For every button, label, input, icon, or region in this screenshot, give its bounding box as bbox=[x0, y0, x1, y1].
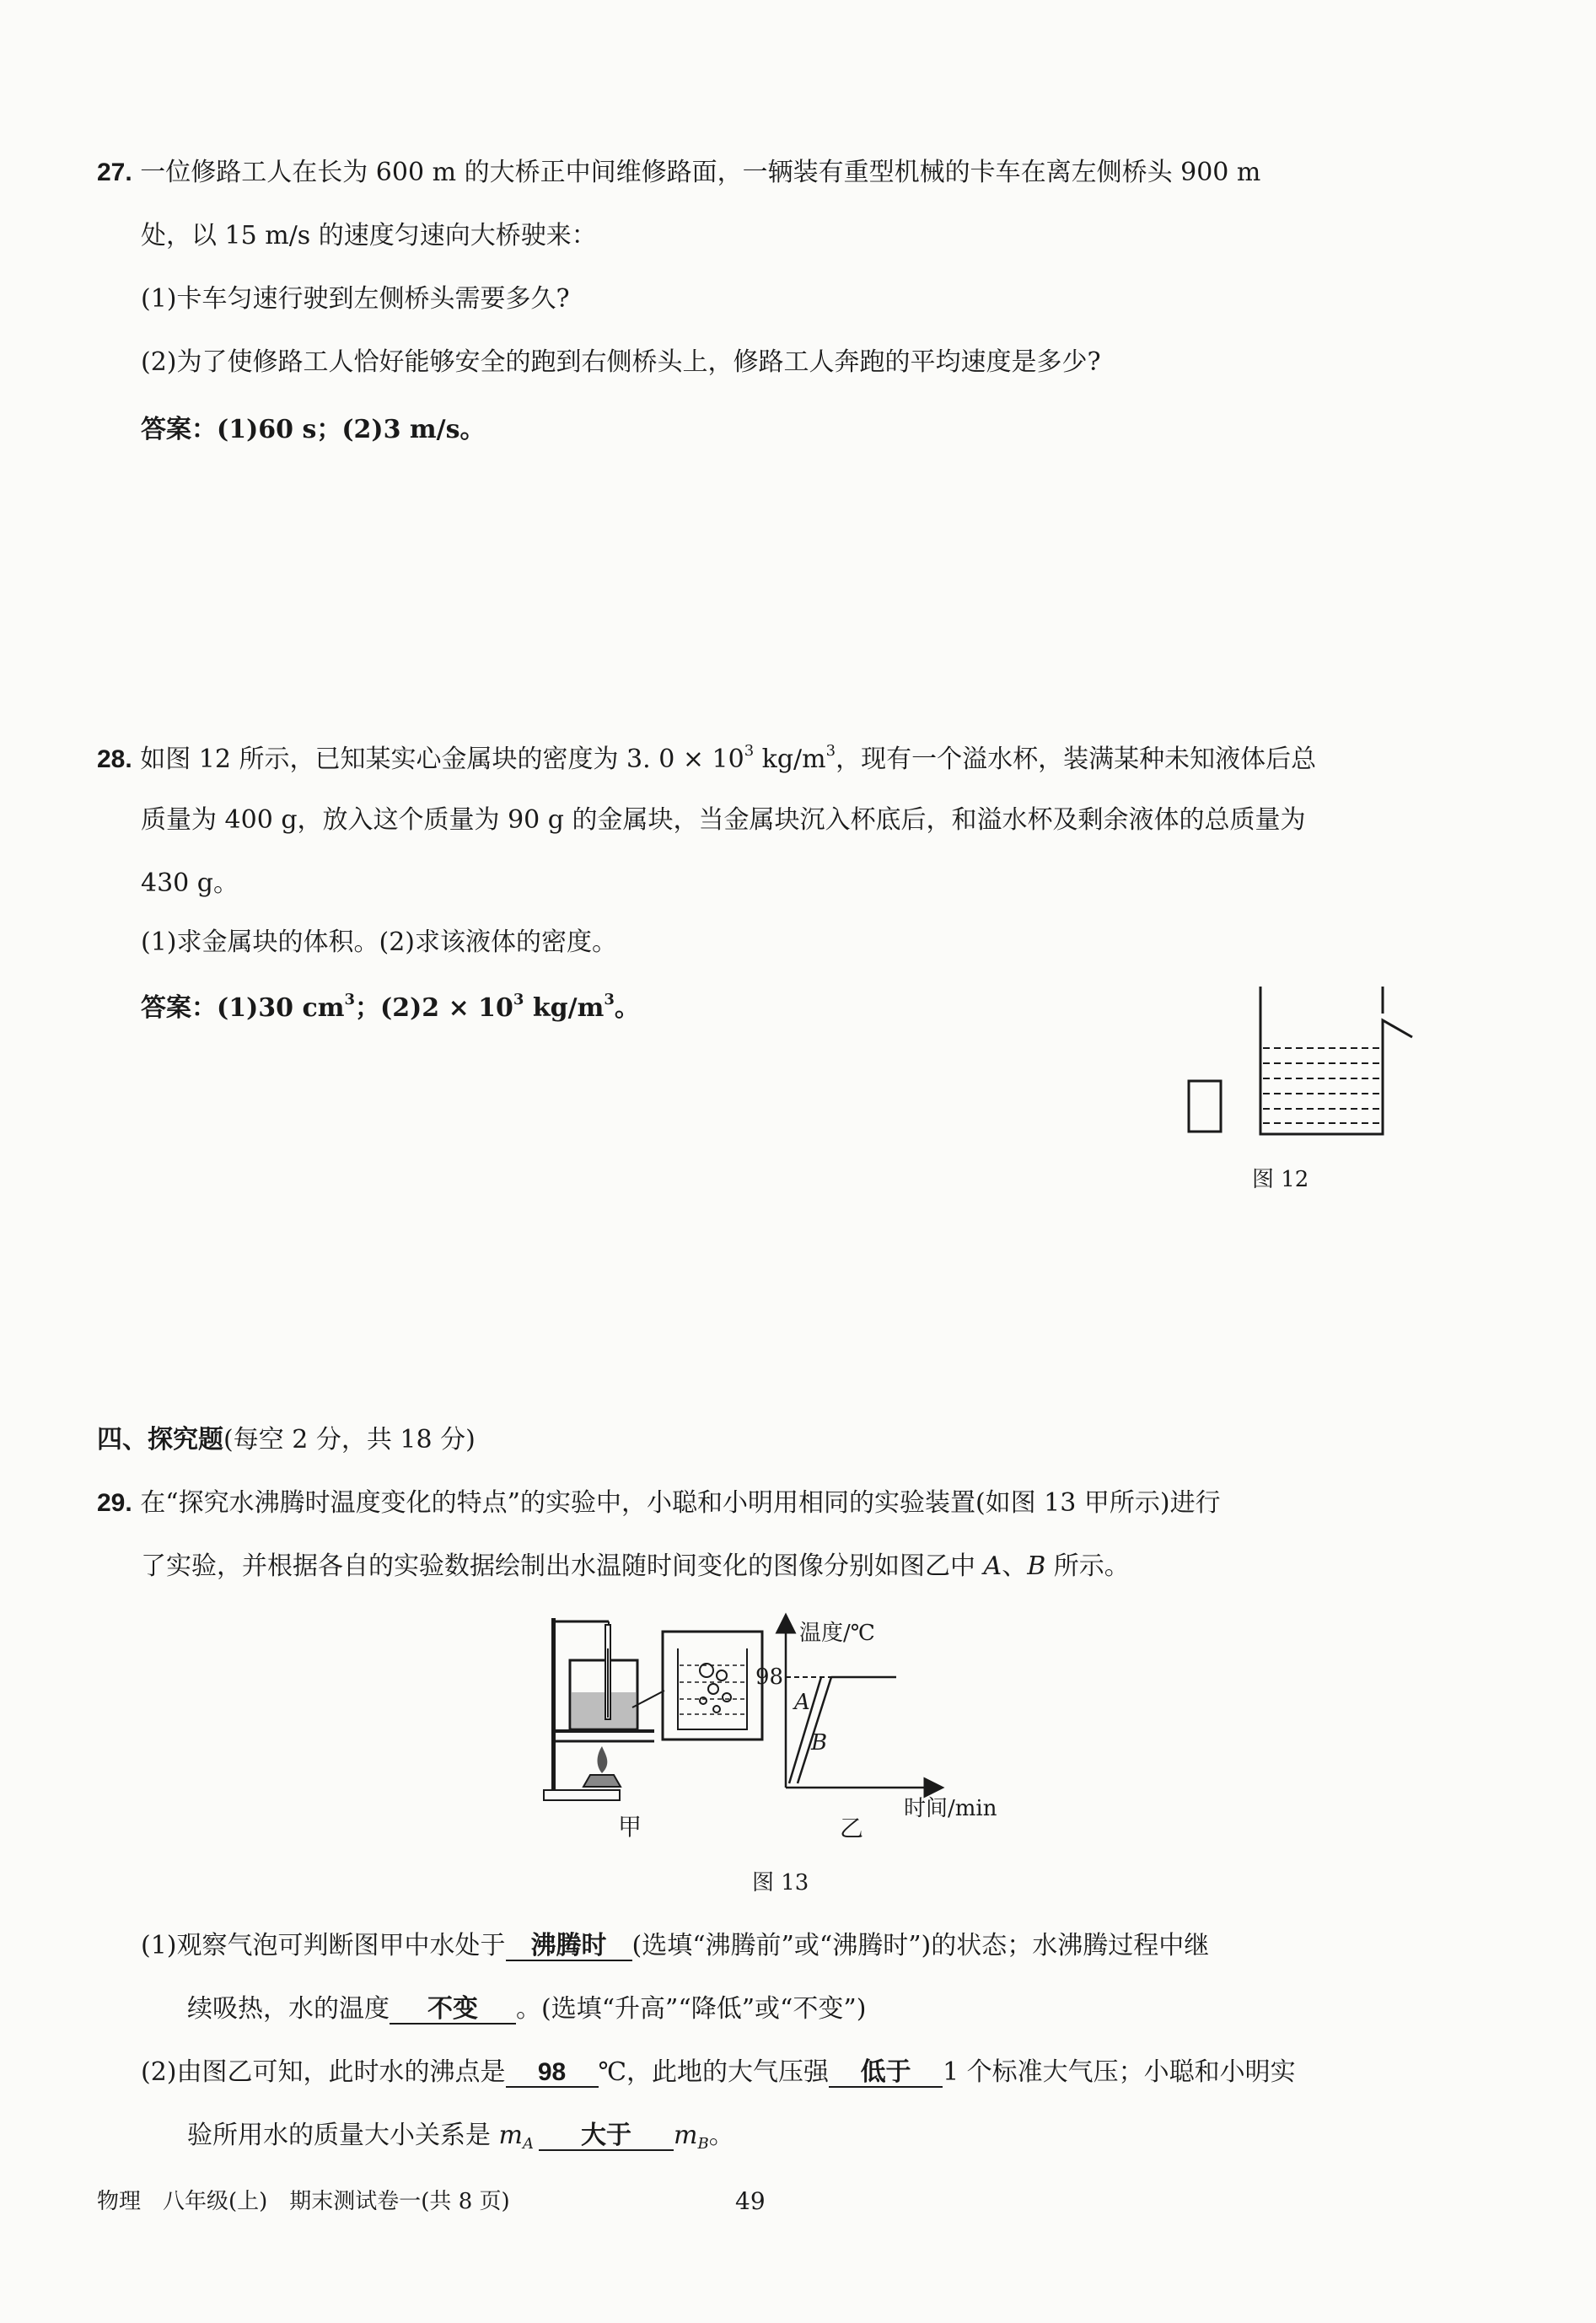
metal-block bbox=[1189, 1081, 1221, 1132]
q28-line2: 质量为 400 g，放入这个质量为 90 g 的金属块，当金属块沉入杯底后，和溢水杯及剩余液体的总质量为 bbox=[141, 805, 1306, 835]
liquid-level-lines bbox=[1263, 1048, 1380, 1123]
q29-p2 bbox=[187, 1994, 866, 2025]
q29-p3-b: ℃，此地的大气压强 bbox=[598, 2057, 830, 2087]
section-4-title: 四、探究题 bbox=[97, 1425, 223, 1455]
q29-p1-a: (1)观察气泡可判断图甲中水处于 bbox=[141, 1931, 506, 1960]
q29-blank-5: 大于 bbox=[539, 2121, 674, 2151]
q27-answer-label: 答案： bbox=[141, 415, 217, 444]
figure-12-diagram bbox=[1180, 978, 1433, 1147]
q27-answer-text: (1)60 s；(2)3 m/s。 bbox=[217, 415, 486, 444]
q28-answer-sup3: 3 bbox=[604, 991, 615, 1008]
q29-p1 bbox=[141, 1931, 1209, 1961]
q28-answer-d: 。 bbox=[614, 993, 640, 1023]
q29-number: 29. bbox=[97, 1489, 132, 1517]
figure-13-graph bbox=[755, 1615, 1037, 1826]
figure-13-label-yi: 乙 bbox=[840, 1815, 864, 1842]
graph-y-label: 温度/℃ bbox=[799, 1621, 875, 1646]
water bbox=[572, 1692, 636, 1728]
q29-p4-sub-a: A bbox=[523, 2135, 534, 2153]
q29-blank-4: 低于 bbox=[829, 2058, 943, 2088]
graph-x-label: 时间/min bbox=[904, 1796, 997, 1821]
q28-line1-c: ，现有一个溢水杯，装满某种未知液体后总 bbox=[836, 745, 1317, 774]
q27-sub2: (2)为了使修路工人恰好能够安全的跑到右侧桥头上，修路工人奔跑的平均速度是多少? bbox=[141, 347, 1101, 377]
q29-line1 bbox=[97, 1488, 1221, 1519]
q29-line2-sep: 、 bbox=[1002, 1551, 1028, 1581]
figure-13-caption: 图 13 bbox=[752, 1870, 809, 1896]
q28-line1-sup2: 3 bbox=[825, 742, 836, 760]
flame bbox=[598, 1746, 608, 1773]
q29-p1-b: (选填“沸腾前”或“沸腾时”)的状态；水沸腾过程中继 bbox=[631, 1931, 1210, 1960]
q29-p2-a: 续吸热，水的温度 bbox=[187, 1994, 390, 2024]
q29-p4-a: 验所用水的质量大小关系是 bbox=[187, 2121, 499, 2150]
q27-sub1: (1)卡车匀速行驶到左侧桥头需要多久? bbox=[141, 284, 570, 314]
q29-line2-b: 所示。 bbox=[1045, 1551, 1130, 1581]
q29-line2-a: 了实验，并根据各自的实验数据绘制出水温随时间变化的图像分别如图乙中 bbox=[141, 1551, 984, 1581]
q28-sub: (1)求金属块的体积。(2)求该液体的密度。 bbox=[141, 928, 617, 957]
graph-label-b: B bbox=[811, 1730, 828, 1756]
q27-answer bbox=[141, 415, 486, 445]
q28-answer-sup1: 3 bbox=[344, 991, 355, 1008]
graph-y-tick-98: 98 bbox=[755, 1664, 784, 1690]
q27-line2: 处，以 15 m/s 的速度匀速向大桥驶来： bbox=[141, 221, 597, 250]
q29-p2-b: 。(选填“升高”“降低”或“不变”) bbox=[516, 1994, 867, 2024]
q28-line3: 430 g。 bbox=[141, 868, 239, 898]
q29-blank-3: 98 bbox=[506, 2058, 599, 2088]
q29-p3-a: (2)由图乙可知，此时水的沸点是 bbox=[141, 2057, 506, 2087]
figure-12-caption: 图 12 bbox=[1252, 1167, 1309, 1192]
section-4-note: (每空 2 分，共 18 分) bbox=[223, 1425, 476, 1455]
q29-blank-1: 沸腾时 bbox=[506, 1932, 632, 1961]
zoom-beaker bbox=[678, 1648, 747, 1729]
q29-blank-2: 不变 bbox=[390, 1995, 516, 2025]
q28-line1 bbox=[97, 742, 1316, 775]
overflow-cup bbox=[1260, 987, 1412, 1134]
footer-text: 物理 八年级(上) 期末测试卷一(共 8 页) bbox=[97, 2189, 510, 2214]
q29-p4-m2: m bbox=[674, 2121, 698, 2150]
q28-answer-b: ；(2)2 × 10 bbox=[355, 993, 513, 1023]
q29-p4-sub-b: B bbox=[697, 2135, 709, 2153]
q28-answer-a: (1)30 cm bbox=[217, 993, 345, 1023]
q29-line1-text: 在“探究水沸腾时温度变化的特点”的实验中，小聪和小明用相同的实验装置(如图 13 甲所示)进行 bbox=[140, 1488, 1221, 1518]
q29-line2 bbox=[141, 1551, 1130, 1582]
q27-number: 27. bbox=[97, 159, 132, 186]
q27-stem-text: 一位修路工人在长为 600 m 的大桥正中间维修路面，一辆装有重型机械的卡车在离左侧桥头 900 m bbox=[140, 158, 1261, 187]
section-4-heading bbox=[97, 1425, 476, 1455]
q29-p4 bbox=[187, 2121, 734, 2154]
stand-base bbox=[544, 1790, 620, 1800]
q28-answer bbox=[141, 991, 640, 1024]
q29-p4-m: m bbox=[498, 2121, 523, 2150]
q28-answer-sup2: 3 bbox=[513, 991, 524, 1008]
graph-label-a: A bbox=[794, 1690, 810, 1715]
q29-line2-B: B bbox=[1027, 1551, 1046, 1581]
figure-13-apparatus bbox=[540, 1606, 767, 1809]
bubbles bbox=[700, 1664, 731, 1713]
q28-line1-sup: 3 bbox=[744, 742, 755, 760]
q29-p3 bbox=[141, 2057, 1296, 2088]
stand-rod bbox=[551, 1618, 556, 1790]
q28-answer-label: 答案： bbox=[141, 993, 217, 1023]
q29-p4-end: 。 bbox=[708, 2121, 734, 2150]
q28-line1-b: kg/m bbox=[754, 745, 826, 774]
q28-answer-c: kg/m bbox=[524, 993, 605, 1023]
q27-line1 bbox=[97, 158, 1260, 188]
q28-line1-a: 如图 12 所示，已知某实心金属块的密度为 3. 0 × 10 bbox=[140, 745, 744, 774]
alcohol-lamp bbox=[583, 1775, 621, 1787]
q28-number: 28. bbox=[97, 745, 132, 773]
page-number: 49 bbox=[735, 2187, 766, 2215]
q29-line2-A: A bbox=[983, 1551, 1002, 1581]
q29-p3-c: 1 个标准大气压；小聪和小明实 bbox=[943, 2057, 1296, 2087]
figure-13-label-jia: 甲 bbox=[618, 1813, 642, 1841]
